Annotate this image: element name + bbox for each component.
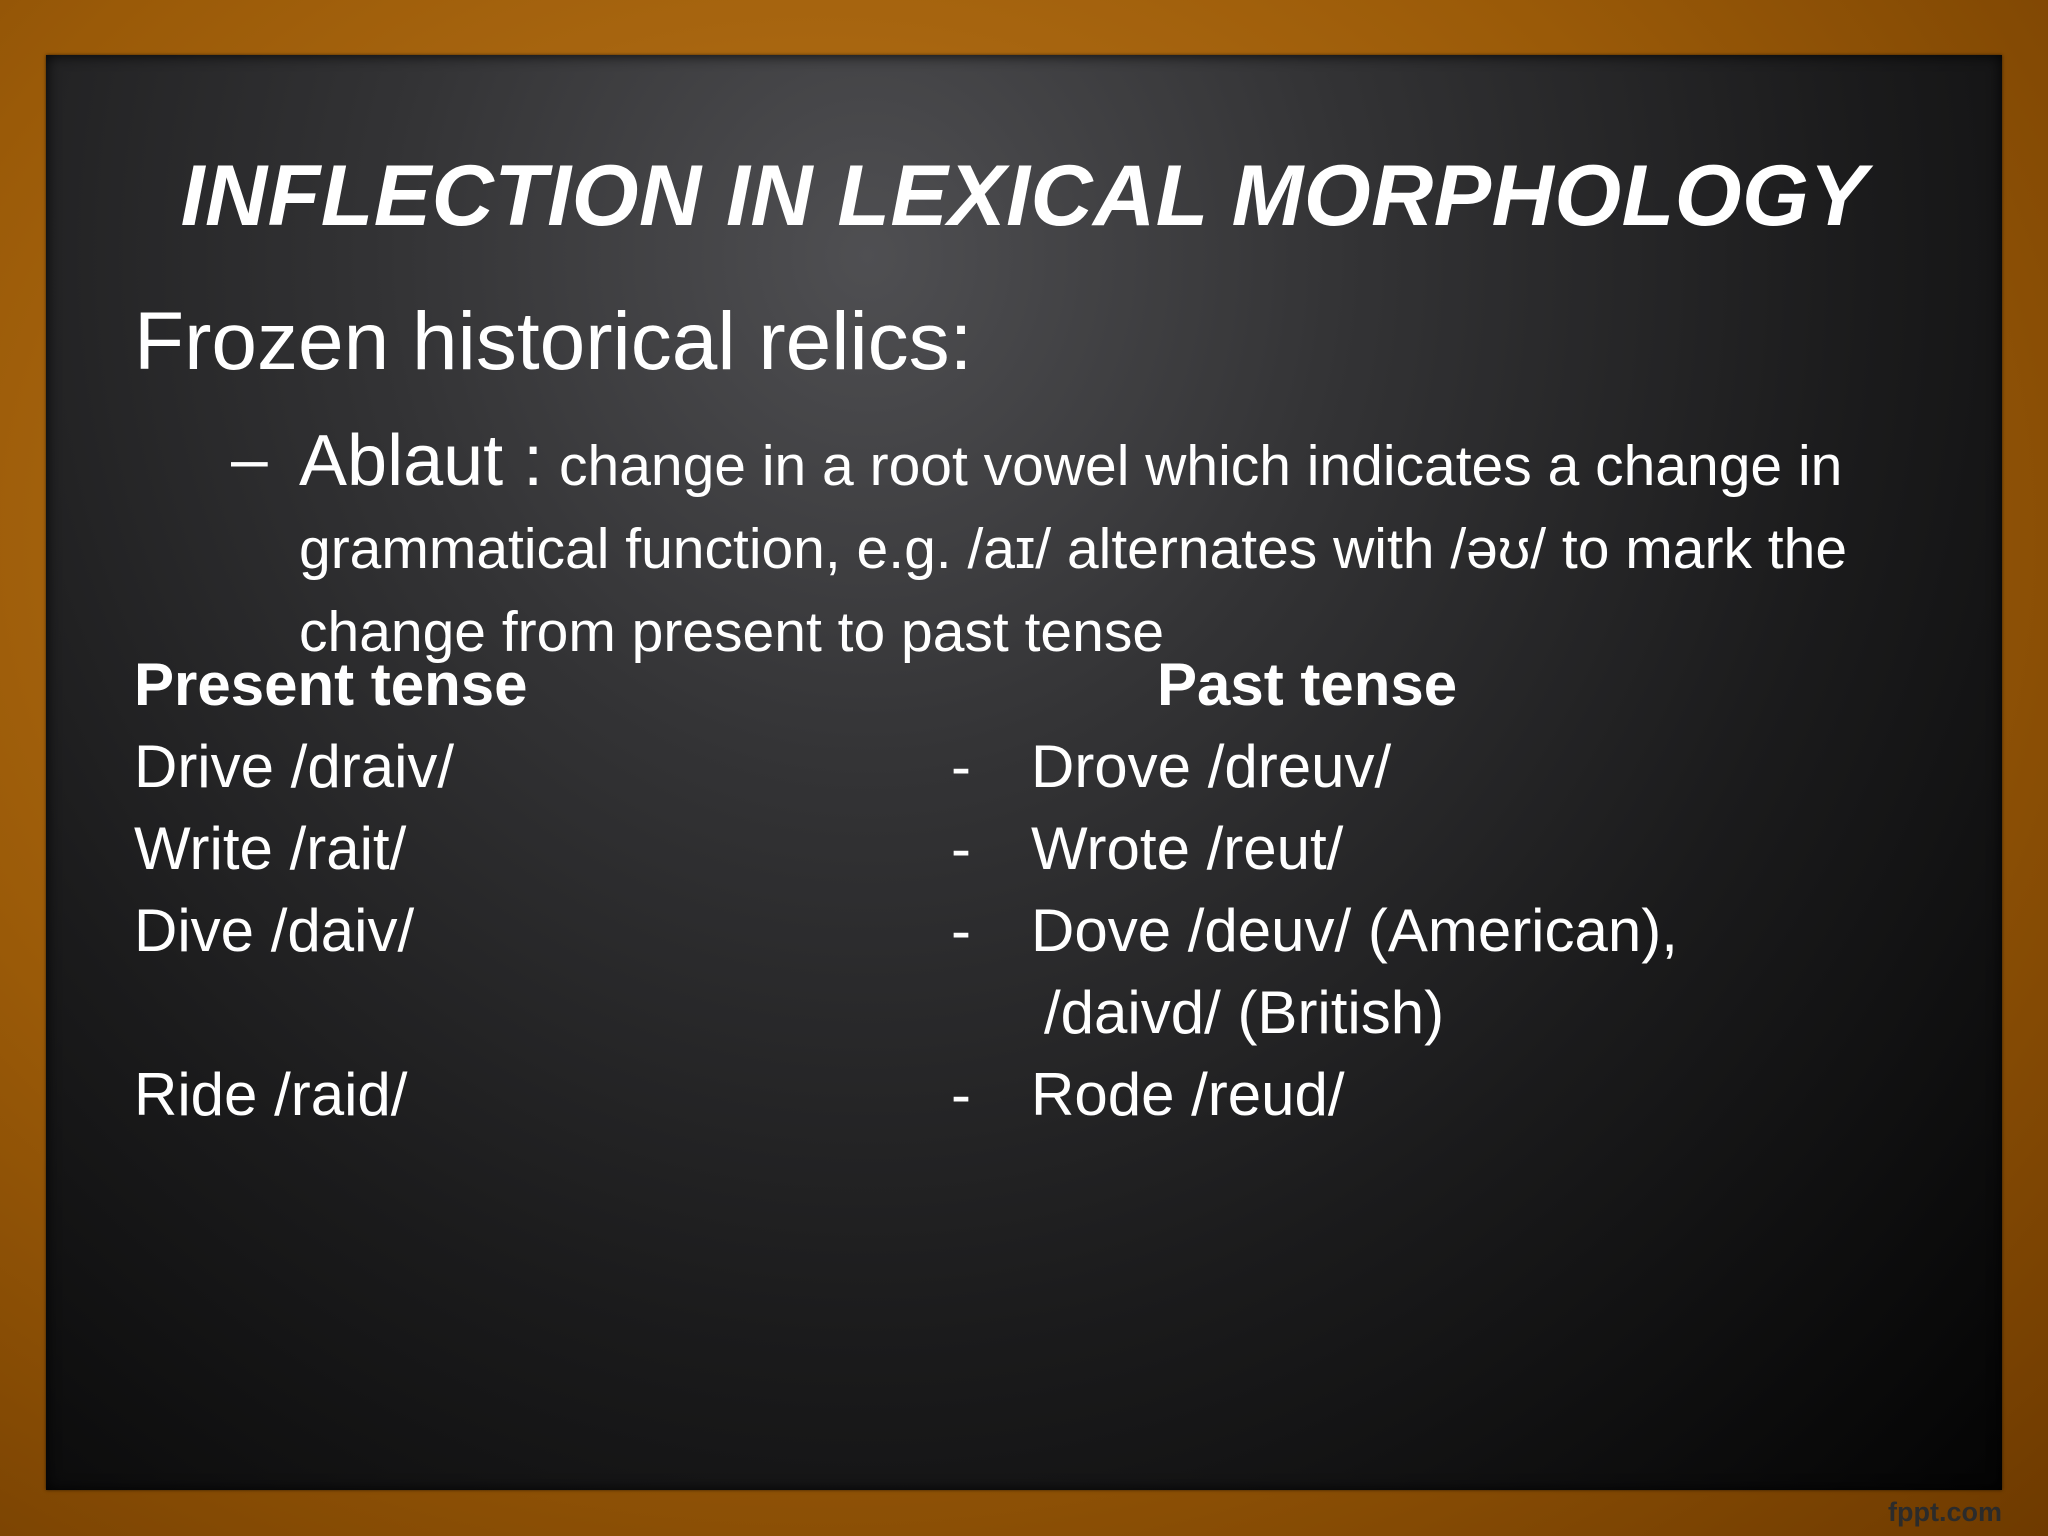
fppt-watermark: fppt.com [1888,1497,2002,1527]
past-rode: Rode /reud/ [1031,1061,1345,1128]
ablaut-term: Ablaut : [299,421,544,501]
chalkboard [46,55,2002,1490]
bullet-dash: – [231,421,268,495]
past-dove-british: /daivd/ (British) [1044,979,1445,1046]
heading-frozen-relics: Frozen historical relics: [134,296,973,387]
present-drive: Drive /draiv/ [134,733,455,800]
past-drove: Drove /dreuv/ [1031,733,1392,800]
past-dove: Dove /deuv/ (American), [1031,897,1678,964]
row-separator: - [951,1061,971,1128]
row-separator: - [951,733,971,800]
ablaut-bullet [299,420,1859,674]
slide-title: INFLECTION IN LEXICAL MORPHOLOGY [180,148,1868,244]
row-separator: - [951,897,971,964]
present-ride: Ride /raid/ [134,1061,408,1128]
ablaut-definition: change in a root vowel which indicates a change in grammatical function, e.g. /aɪ/ alternates with /əʊ/ to mark the change from present to past tense [299,434,1848,664]
past-wrote: Wrote /reut/ [1031,815,1344,882]
row-separator: - [951,815,971,882]
present-write: Write /rait/ [134,815,407,882]
present-dive: Dive /daiv/ [134,897,415,964]
present-tense-header: Present tense [134,651,528,718]
past-tense-header: Past tense [1157,651,1458,718]
